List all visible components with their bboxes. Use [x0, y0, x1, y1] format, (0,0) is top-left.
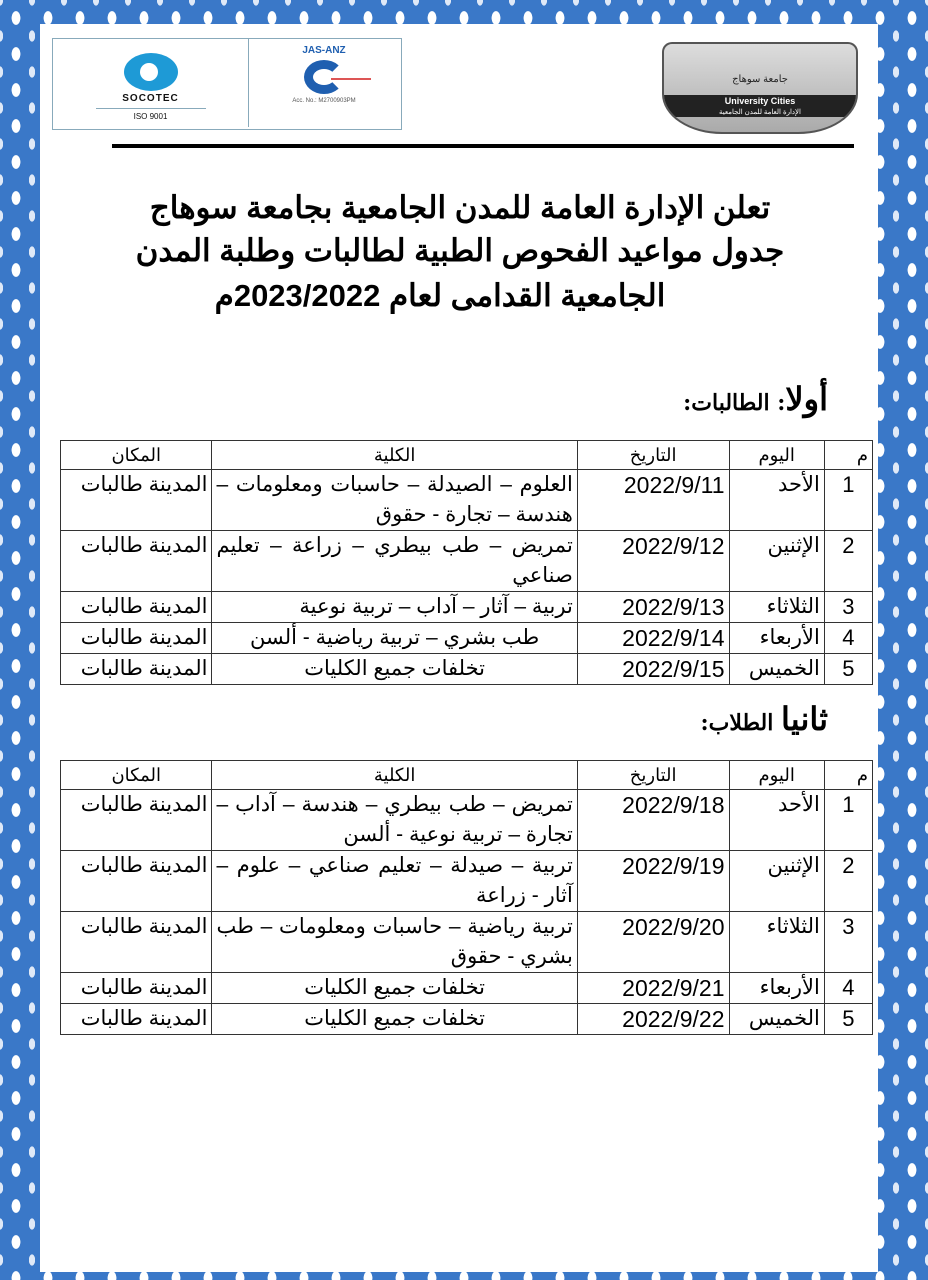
table-row: [61, 654, 873, 685]
socotec-logo: [53, 39, 249, 127]
cell-date: 2022/9/19: [577, 851, 729, 912]
table-row: [61, 912, 873, 973]
header-location: المكان: [61, 761, 212, 790]
heading-suffix: الطلاب:: [700, 710, 782, 736]
header-row-number: م: [824, 441, 872, 470]
socotec-name: SOCOTEC: [122, 93, 179, 104]
socotec-icon: [124, 53, 178, 91]
cell-day: الخميس: [729, 654, 824, 685]
table-row: [61, 1004, 873, 1035]
cell-colleges: تربية – صيدلة – تعليم صناعي – علوم – آثار - زراعة: [212, 851, 577, 912]
title-line-3: الجامعية القدامى لعام 2023/2022م: [214, 278, 666, 313]
cell-location: المدينة طالبات: [61, 654, 212, 685]
cell-row-number: 4: [824, 973, 872, 1004]
cell-date: 2022/9/22: [577, 1004, 729, 1035]
table-row: [61, 973, 873, 1004]
title-line-1: تعلن الإدارة العامة للمدن الجامعية بجامعة سوهاج: [149, 190, 771, 225]
certification-logos: [52, 38, 402, 130]
heading-text: أولا: [785, 380, 828, 418]
jas-acc: Acc. No.: M2700903PM: [292, 98, 356, 104]
title-line-2: جدول مواعيد الفحوص الطبية لطالبات وطلبة المدن: [135, 233, 785, 268]
header-row: [61, 441, 873, 470]
cell-colleges: تربية رياضية – حاسبات ومعلومات – طب بشري - حقوق: [212, 912, 577, 973]
table-row: [61, 790, 873, 851]
cell-row-number: 5: [824, 1004, 872, 1035]
heading-suffix: : الطالبات:: [683, 390, 786, 416]
cell-day: الخميس: [729, 1004, 824, 1035]
cell-colleges: تخلفات جميع الكليات: [212, 973, 577, 1004]
cell-location: المدينة طالبات: [61, 973, 212, 1004]
table-row: [61, 851, 873, 912]
cell-date: 2022/9/14: [577, 623, 729, 654]
cell-location: المدينة طالبات: [61, 531, 212, 592]
header-day: اليوم: [729, 441, 824, 470]
cell-row-number: 1: [824, 790, 872, 851]
cell-row-number: 1: [824, 470, 872, 531]
header-date: التاريخ: [577, 441, 729, 470]
cell-day: الإثنين: [729, 531, 824, 592]
female-schedule-table: [60, 440, 873, 685]
cell-row-number: 3: [824, 592, 872, 623]
cell-colleges: العلوم – الصيدلة – حاسبات ومعلومات – هندسة – تجارة - حقوق: [212, 470, 577, 531]
cell-location: المدينة طالبات: [61, 623, 212, 654]
header-row: [61, 761, 873, 790]
jas-name: JAS-ANZ: [302, 45, 346, 56]
male-schedule-table: [60, 760, 873, 1035]
table-row: [61, 470, 873, 531]
header-date: التاريخ: [577, 761, 729, 790]
uni-arabic: جامعة سوهاج: [732, 74, 788, 85]
cell-date: 2022/9/15: [577, 654, 729, 685]
header-colleges: الكلية: [212, 761, 577, 790]
section-heading-female: [683, 380, 828, 418]
jas-icon: [304, 60, 344, 94]
cell-day: الثلاثاء: [729, 592, 824, 623]
cell-colleges: تمريض – طب بيطري – زراعة – تعليم صناعي: [212, 531, 577, 592]
uni-en: University Cities: [664, 95, 856, 107]
cell-colleges: تمريض – طب بيطري – هندسة – آداب – تجارة – تربية نوعية - ألسن: [212, 790, 577, 851]
cell-day: الأربعاء: [729, 623, 824, 654]
cell-date: 2022/9/21: [577, 973, 729, 1004]
header-day: اليوم: [729, 761, 824, 790]
cell-date: 2022/9/18: [577, 790, 729, 851]
cell-colleges: طب بشري – تربية رياضية - ألسن: [212, 623, 577, 654]
heading-text: ثانيا: [781, 700, 828, 738]
uni-sub: الإدارة العامة للمدن الجامعية: [664, 107, 856, 117]
cell-location: المدينة طالبات: [61, 851, 212, 912]
cell-row-number: 3: [824, 912, 872, 973]
cell-colleges: تربية – آثار – آداب – تربية نوعية: [212, 592, 577, 623]
cell-day: الأربعاء: [729, 973, 824, 1004]
cell-row-number: 4: [824, 623, 872, 654]
cell-row-number: 5: [824, 654, 872, 685]
table-row: [61, 623, 873, 654]
table-row: [61, 592, 873, 623]
header-row-number: م: [824, 761, 872, 790]
cell-date: 2022/9/12: [577, 531, 729, 592]
cell-location: المدينة طالبات: [61, 1004, 212, 1035]
cell-day: الأحد: [729, 470, 824, 531]
university-cities-logo: [662, 42, 858, 134]
cell-row-number: 2: [824, 531, 872, 592]
cell-row-number: 2: [824, 851, 872, 912]
cell-colleges: تخلفات جميع الكليات: [212, 1004, 577, 1035]
socotec-iso: ISO 9001: [96, 108, 206, 121]
table-row: [61, 531, 873, 592]
header-colleges: الكلية: [212, 441, 577, 470]
section-heading-male: [701, 700, 828, 738]
cell-day: الثلاثاء: [729, 912, 824, 973]
cell-location: المدينة طالبات: [61, 912, 212, 973]
cell-date: 2022/9/20: [577, 912, 729, 973]
header-location: المكان: [61, 441, 212, 470]
cell-day: الإثنين: [729, 851, 824, 912]
cell-day: الأحد: [729, 790, 824, 851]
cell-date: 2022/9/11: [577, 470, 729, 531]
cell-location: المدينة طالبات: [61, 592, 212, 623]
cell-colleges: تخلفات جميع الكليات: [212, 654, 577, 685]
cell-location: المدينة طالبات: [61, 470, 212, 531]
header-divider: [112, 144, 854, 148]
jas-anz-logo: [249, 39, 399, 127]
cell-location: المدينة طالبات: [61, 790, 212, 851]
cell-date: 2022/9/13: [577, 592, 729, 623]
